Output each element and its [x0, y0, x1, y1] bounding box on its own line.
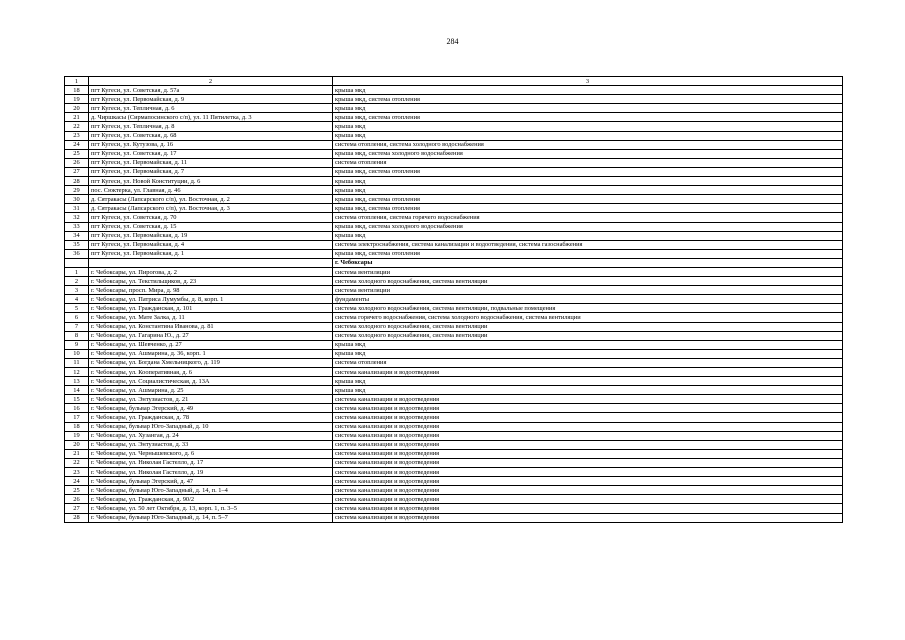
row-address: г. Чебоксары, ул. Гражданская, д. 101 [89, 304, 333, 313]
table-row [65, 495, 843, 504]
row-number: 24 [65, 140, 89, 149]
row-address: пгт Кугеси, ул. Тепличная, д. 8 [89, 122, 333, 131]
row-number: 17 [65, 413, 89, 422]
row-address: пгт Кугеси, ул. Советская, д. 17 [89, 149, 333, 158]
table-row [65, 386, 843, 395]
row-number: 27 [65, 167, 89, 176]
table-row [65, 286, 843, 295]
table-row [65, 204, 843, 213]
row-works: крыша мкд [333, 340, 843, 349]
row-address: пос. Сюктерка, ул. Главная, д. 46 [89, 186, 333, 195]
row-address: г. Чебоксары, ул. Энтузиастов, д. 21 [89, 395, 333, 404]
row-address: г. Чебоксары, ул. Николая Гастелло, д. 17 [89, 458, 333, 467]
table-row [65, 349, 843, 358]
table-row [65, 140, 843, 149]
row-works: крыша мкд, система отопления [333, 113, 843, 122]
row-number: 27 [65, 504, 89, 513]
row-address: г. Чебоксары, ул. Чернышевского, д. 6 [89, 449, 333, 458]
row-works: система холодного водоснабжения, система вентиляции, подвальные помещения [333, 304, 843, 313]
row-address: г. Чебоксары, ул. Николая Гастелло, д. 19 [89, 468, 333, 477]
table-row [65, 240, 843, 249]
table-row [65, 149, 843, 158]
row-number: 19 [65, 431, 89, 440]
repair-register-table [64, 76, 843, 523]
table-row [65, 468, 843, 477]
table-header-row [65, 77, 843, 86]
table-row [65, 249, 843, 258]
row-address: пгт Кугеси, ул. Советская, д. 70 [89, 213, 333, 222]
row-number: 33 [65, 222, 89, 231]
row-number: 15 [65, 395, 89, 404]
table-row [65, 322, 843, 331]
row-works: крыша мкд, система холодного водоснабжения [333, 222, 843, 231]
row-works: фундаменты [333, 295, 843, 304]
row-address: г. Чебоксары, ул. Текстильщиков, д. 23 [89, 277, 333, 286]
row-works: система вентиляции [333, 267, 843, 276]
section-row [65, 258, 843, 267]
row-works: система вентиляции [333, 286, 843, 295]
table-row [65, 295, 843, 304]
row-number: 35 [65, 240, 89, 249]
table-row [65, 267, 843, 276]
row-works: крыша мкд, система холодного водоснабжения [333, 149, 843, 158]
row-works: система отопления [333, 358, 843, 367]
row-address: пгт Кугеси, ул. Первомайская, д. 1 [89, 249, 333, 258]
row-address: г. Чебоксары, просп. Мира, д. 98 [89, 286, 333, 295]
row-number: 7 [65, 322, 89, 331]
row-address: пгт Кугеси, ул. Первомайская, д. 19 [89, 231, 333, 240]
row-works: система канализации и водоотведения [333, 422, 843, 431]
row-address: г. Чебоксары, бульвар Эгерский, д. 49 [89, 404, 333, 413]
row-address: г. Чебоксары, ул. Шевченко, д. 27 [89, 340, 333, 349]
table-row [65, 413, 843, 422]
row-number: 16 [65, 404, 89, 413]
row-address: г. Чебоксары, ул. Константина Иванова, д. 81 [89, 322, 333, 331]
row-number: 22 [65, 458, 89, 467]
row-works: система холодного водоснабжения, система вентиляции [333, 277, 843, 286]
table-row [65, 186, 843, 195]
row-number: 23 [65, 468, 89, 477]
row-number: 36 [65, 249, 89, 258]
table-body [65, 77, 843, 523]
row-works: крыша мкд [333, 131, 843, 140]
table-row [65, 304, 843, 313]
row-number: 8 [65, 331, 89, 340]
table-row [65, 486, 843, 495]
row-works: система канализации и водоотведения [333, 495, 843, 504]
row-address: пгт Кугеси, ул. Первомайская, д. 11 [89, 158, 333, 167]
row-works: система электроснабжения, система канализации и водоотведения, система газоснабжения [333, 240, 843, 249]
table-row [65, 104, 843, 113]
table-row [65, 177, 843, 186]
row-works: система канализации и водоотведения [333, 513, 843, 522]
row-number: 25 [65, 486, 89, 495]
table-row [65, 340, 843, 349]
header-col-works: 3 [333, 77, 843, 86]
row-address: г. Чебоксары, ул. Ашмарина, д. 25 [89, 386, 333, 395]
row-number: 29 [65, 186, 89, 195]
row-address: пгт Кугеси, ул. Советская, д. 68 [89, 131, 333, 140]
table-row [65, 477, 843, 486]
row-number: 13 [65, 377, 89, 386]
row-number: 20 [65, 440, 89, 449]
table-row [65, 377, 843, 386]
row-number: 26 [65, 495, 89, 504]
table-row [65, 504, 843, 513]
row-address: пгт Кугеси, ул. Первомайская, д. 7 [89, 167, 333, 176]
table-row [65, 458, 843, 467]
row-number: 34 [65, 231, 89, 240]
row-works: система канализации и водоотведения [333, 431, 843, 440]
table-row [65, 113, 843, 122]
row-works: крыша мкд [333, 186, 843, 195]
row-address: г. Чебоксары, бульвар Юго-Западный, д. 14, п. 1–4 [89, 486, 333, 495]
row-address: г. Чебоксары, ул. Ашмарина, д. 36, корп. 1 [89, 349, 333, 358]
row-number: 22 [65, 122, 89, 131]
row-works: система канализации и водоотведения [333, 468, 843, 477]
row-number: 14 [65, 386, 89, 395]
row-works: система канализации и водоотведения [333, 413, 843, 422]
table-row [65, 195, 843, 204]
row-number: 18 [65, 422, 89, 431]
row-address: пгт Кугеси, ул. Новой Конституции, д. 6 [89, 177, 333, 186]
row-number: 21 [65, 113, 89, 122]
row-number: 31 [65, 204, 89, 213]
row-address: г. Чебоксары, бульвар Эгерский, д. 47 [89, 477, 333, 486]
row-number: 28 [65, 513, 89, 522]
row-works: крыша мкд, система отопления [333, 167, 843, 176]
table-row [65, 431, 843, 440]
row-address: г. Чебоксары, ул. Хузангая, д. 24 [89, 431, 333, 440]
row-address: д. Чиршкасы (Сирмапосинского с/п), ул. 11 Пятилетка, д. 3 [89, 113, 333, 122]
row-number: 32 [65, 213, 89, 222]
row-address: пгт Кугеси, ул. Советская, д. 57а [89, 86, 333, 95]
row-number: 30 [65, 195, 89, 204]
table-row [65, 513, 843, 522]
row-works: система канализации и водоотведения [333, 477, 843, 486]
table-row [65, 158, 843, 167]
row-number: 9 [65, 340, 89, 349]
row-address: г. Чебоксары, ул. Кооперативная, д. 6 [89, 368, 333, 377]
row-address: пгт Кугеси, ул. Первомайская, д. 4 [89, 240, 333, 249]
row-works: крыша мкд [333, 86, 843, 95]
table-row [65, 422, 843, 431]
row-works: система холодного водоснабжения, система вентиляции [333, 331, 843, 340]
row-works: крыша мкд, система отопления [333, 249, 843, 258]
table-row [65, 222, 843, 231]
row-address: г. Чебоксары, ул. Патриса Лумумбы, д. 8, корп. 1 [89, 295, 333, 304]
row-works: система канализации и водоотведения [333, 486, 843, 495]
row-address: г. Чебоксары, ул. Гражданская, д. 78 [89, 413, 333, 422]
row-works: система канализации и водоотведения [333, 504, 843, 513]
row-number: 24 [65, 477, 89, 486]
row-address: пгт Кугеси, ул. Тепличная, д. 6 [89, 104, 333, 113]
row-address: г. Чебоксары, бульвар Юго-Западный, д. 14, п. 5–7 [89, 513, 333, 522]
row-works: крыша мкд, система отопления [333, 95, 843, 104]
row-works: крыша мкд, система отопления [333, 204, 843, 213]
row-works: крыша мкд [333, 349, 843, 358]
row-number: 19 [65, 95, 89, 104]
row-number: 26 [65, 158, 89, 167]
row-address: г. Чебоксары, ул. Богдана Хмельницкого, д. 119 [89, 358, 333, 367]
section-title: г. Чебоксары [333, 258, 843, 267]
row-address: г. Чебоксары, ул. Пирогова, д. 2 [89, 267, 333, 276]
page-number: 284 [446, 37, 459, 46]
header-col-address: 2 [89, 77, 333, 86]
row-address: г. Чебоксары, ул. Гражданская, д. 90/2 [89, 495, 333, 504]
row-number: 23 [65, 131, 89, 140]
row-works: система канализации и водоотведения [333, 449, 843, 458]
row-works: система канализации и водоотведения [333, 458, 843, 467]
table-row [65, 331, 843, 340]
row-works: крыша мкд [333, 177, 843, 186]
table-row [65, 440, 843, 449]
row-works: система отопления [333, 158, 843, 167]
row-number: 25 [65, 149, 89, 158]
row-works: крыша мкд [333, 377, 843, 386]
row-address: пгт Кугеси, ул. Первомайская, д. 9 [89, 95, 333, 104]
row-number: 2 [65, 277, 89, 286]
table-row [65, 86, 843, 95]
row-number: 5 [65, 304, 89, 313]
row-number: 28 [65, 177, 89, 186]
row-address: г. Чебоксары, ул. Мате Залка, д. 11 [89, 313, 333, 322]
section-empty-cell [89, 258, 333, 267]
table-row [65, 231, 843, 240]
row-address: д. Сятракасы (Лапсарского с/п), ул. Восточная, д. 2 [89, 195, 333, 204]
table-row [65, 368, 843, 377]
row-works: система отопления, система холодного водоснабжения [333, 140, 843, 149]
table-row [65, 449, 843, 458]
table-row [65, 404, 843, 413]
section-empty-cell [65, 258, 89, 267]
row-number: 12 [65, 368, 89, 377]
row-works: крыша мкд [333, 104, 843, 113]
row-works: система горячего водоснабжения, система холодного водоснабжения, система вентиляции [333, 313, 843, 322]
table-row [65, 395, 843, 404]
table-row [65, 131, 843, 140]
row-number: 6 [65, 313, 89, 322]
row-number: 18 [65, 86, 89, 95]
table-row [65, 122, 843, 131]
row-address: д. Сятракасы (Лапсарского с/п), ул. Восточная, д. 3 [89, 204, 333, 213]
row-number: 21 [65, 449, 89, 458]
row-number: 11 [65, 358, 89, 367]
row-works: крыша мкд [333, 231, 843, 240]
row-works: система канализации и водоотведения [333, 440, 843, 449]
row-works: система холодного водоснабжения, система вентиляции [333, 322, 843, 331]
row-address: пгт Кугеси, ул. Советская, д. 15 [89, 222, 333, 231]
row-address: г. Чебоксары, бульвар Юго-Западный, д. 10 [89, 422, 333, 431]
row-works: система отопления, система горячего водоснабжения [333, 213, 843, 222]
row-number: 1 [65, 267, 89, 276]
row-works: система канализации и водоотведения [333, 368, 843, 377]
row-address: г. Чебоксары, ул. Энтузиастов, д. 33 [89, 440, 333, 449]
row-works: крыша мкд, система отопления [333, 195, 843, 204]
row-address: г. Чебоксары, ул. 50 лет Октября, д. 13, корп. 1, п. 3–5 [89, 504, 333, 513]
row-number: 4 [65, 295, 89, 304]
row-works: система канализации и водоотведения [333, 404, 843, 413]
row-address: г. Чебоксары, ул. Гагарина Ю., д. 27 [89, 331, 333, 340]
table-row [65, 313, 843, 322]
row-works: система канализации и водоотведения [333, 395, 843, 404]
table-row [65, 167, 843, 176]
table-row [65, 277, 843, 286]
row-address: г. Чебоксары, ул. Социалистическая, д. 13А [89, 377, 333, 386]
row-number: 3 [65, 286, 89, 295]
row-number: 20 [65, 104, 89, 113]
table-row [65, 95, 843, 104]
table-row [65, 213, 843, 222]
row-number: 10 [65, 349, 89, 358]
row-works: крыша мкд [333, 122, 843, 131]
header-col-number: 1 [65, 77, 89, 86]
row-works: крыша мкд [333, 386, 843, 395]
row-address: пгт Кугеси, ул. Кутузова, д. 16 [89, 140, 333, 149]
table-row [65, 358, 843, 367]
